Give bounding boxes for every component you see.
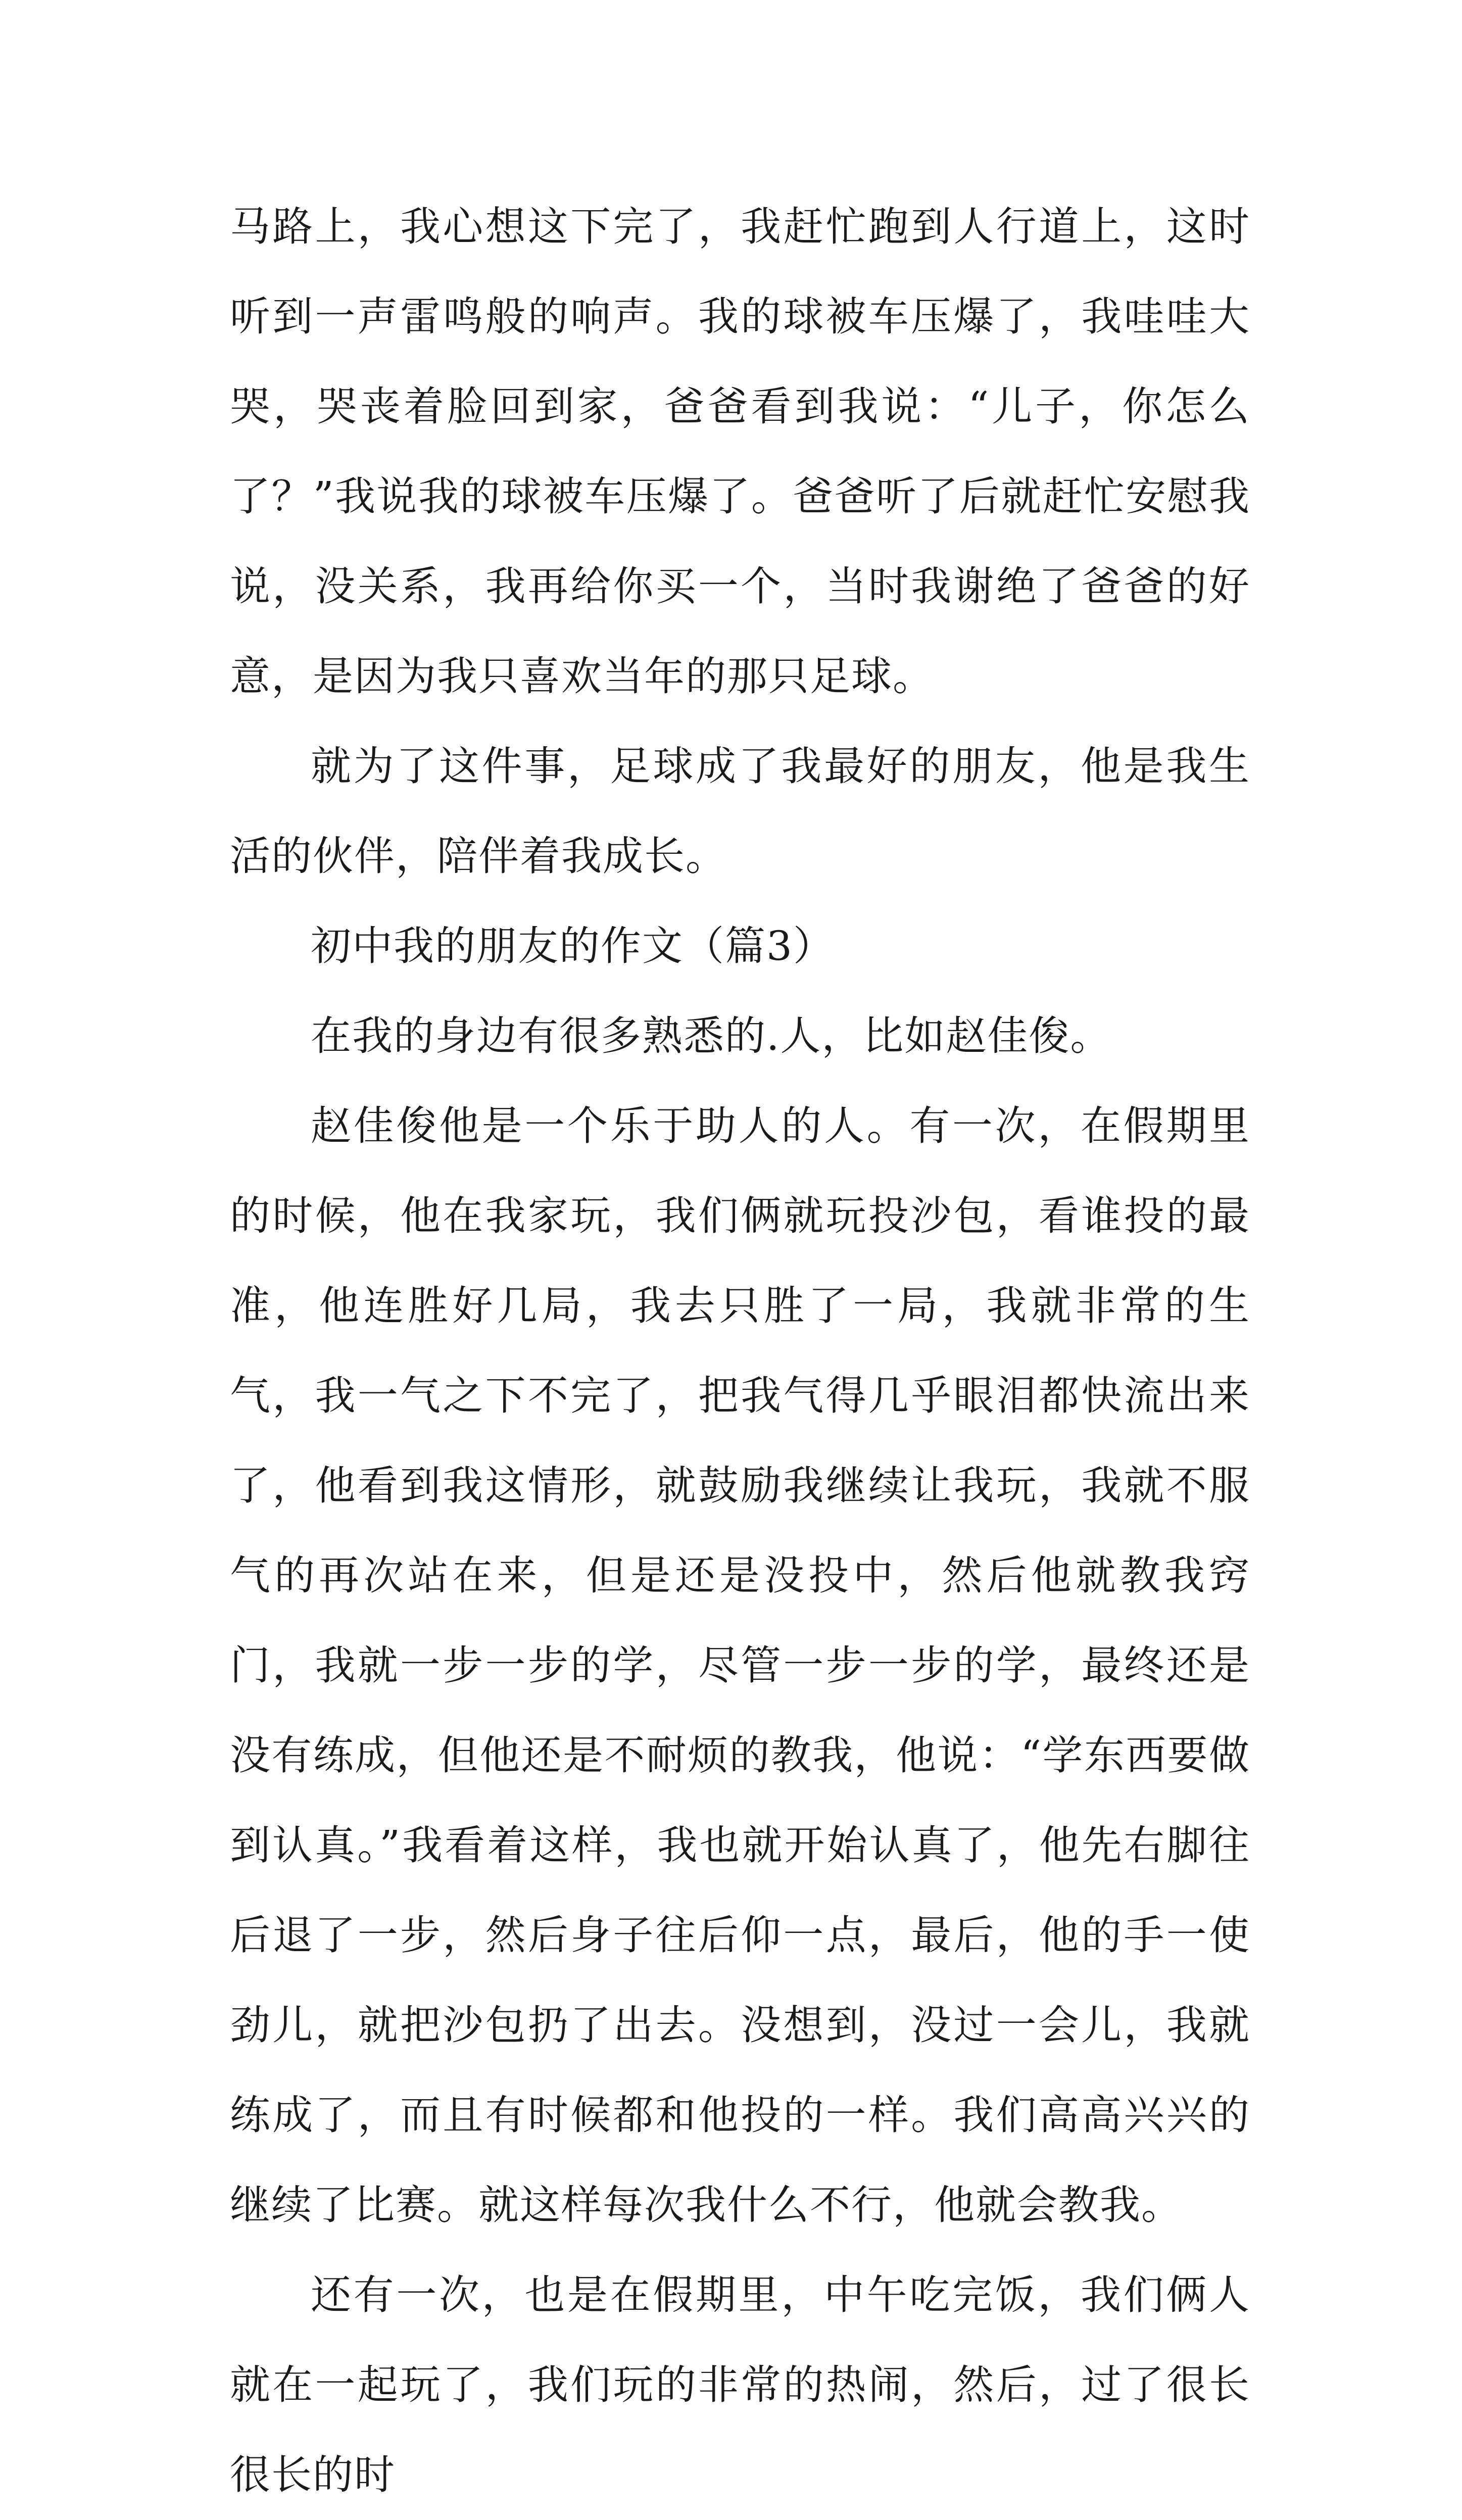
paragraph-sandbag-story: 赵佳俊他是一个乐于助人的人。有一次，在假期里的时候，他在我家玩，我们俩就玩投沙包，看谁投的最准，他连胜好几局，我去只胜了一局，我就非常的生气，我一气之下不完了，把我气得几乎眼泪都快流出来了，他看到我这情形，就鼓励我继续让我玩，我就不服气的再次站在来，但是还是没投中，然后他就教我窍门，我就一步一步的学，尽管一步一步的学，最终还是没有练成，但他还是不耐烦的教我，他说：“学东西要做到认真。”我看着这样，我也就开始认真了，他先右脚往后退了一步，然后身子往后仰一点，最后，他的手一使劲儿，就把沙包扔了出去。没想到，没过一会儿，我就练成了，而且有时候都和他投的一样。我们高高兴兴的继续了比赛。就这样每次我什么不行，他就会教我。 — [230, 1102, 1250, 2228]
paragraph-continuation: 马路上，我心想这下完了，我赶忙跑到人行道上，这时听到一声雷鸣般的响声。我的球被车压爆了，我哇哇大哭，哭丧着脸回到家，爸爸看到我说：“儿子，你怎么了？”我说我的球被车压爆了。爸爸听了后就赶忙安慰我说，没关系，我再给你买一个，当时我谢绝了爸爸的好意，是因为我只喜欢当年的那只足球。 — [230, 203, 1250, 700]
essay-section-heading: 初中我的朋友的作文（篇3） — [311, 923, 835, 970]
paragraph-friendship-football: 就为了这件事，足球成了我最好的朋友，他是我生活的伙伴，陪伴着我成长。 — [230, 743, 1250, 880]
essay-body — [230, 182, 1250, 2520]
paragraph-intro-friend: 在我的身边有很多熟悉的.人，比如赵佳俊。 — [311, 1012, 1112, 1059]
paragraph-holiday-story: 还有一次，也是在假期里，中午吃完饭，我们俩人就在一起玩了，我们玩的非常的热闹，然后，过了很长很长的时 — [230, 2271, 1250, 2498]
